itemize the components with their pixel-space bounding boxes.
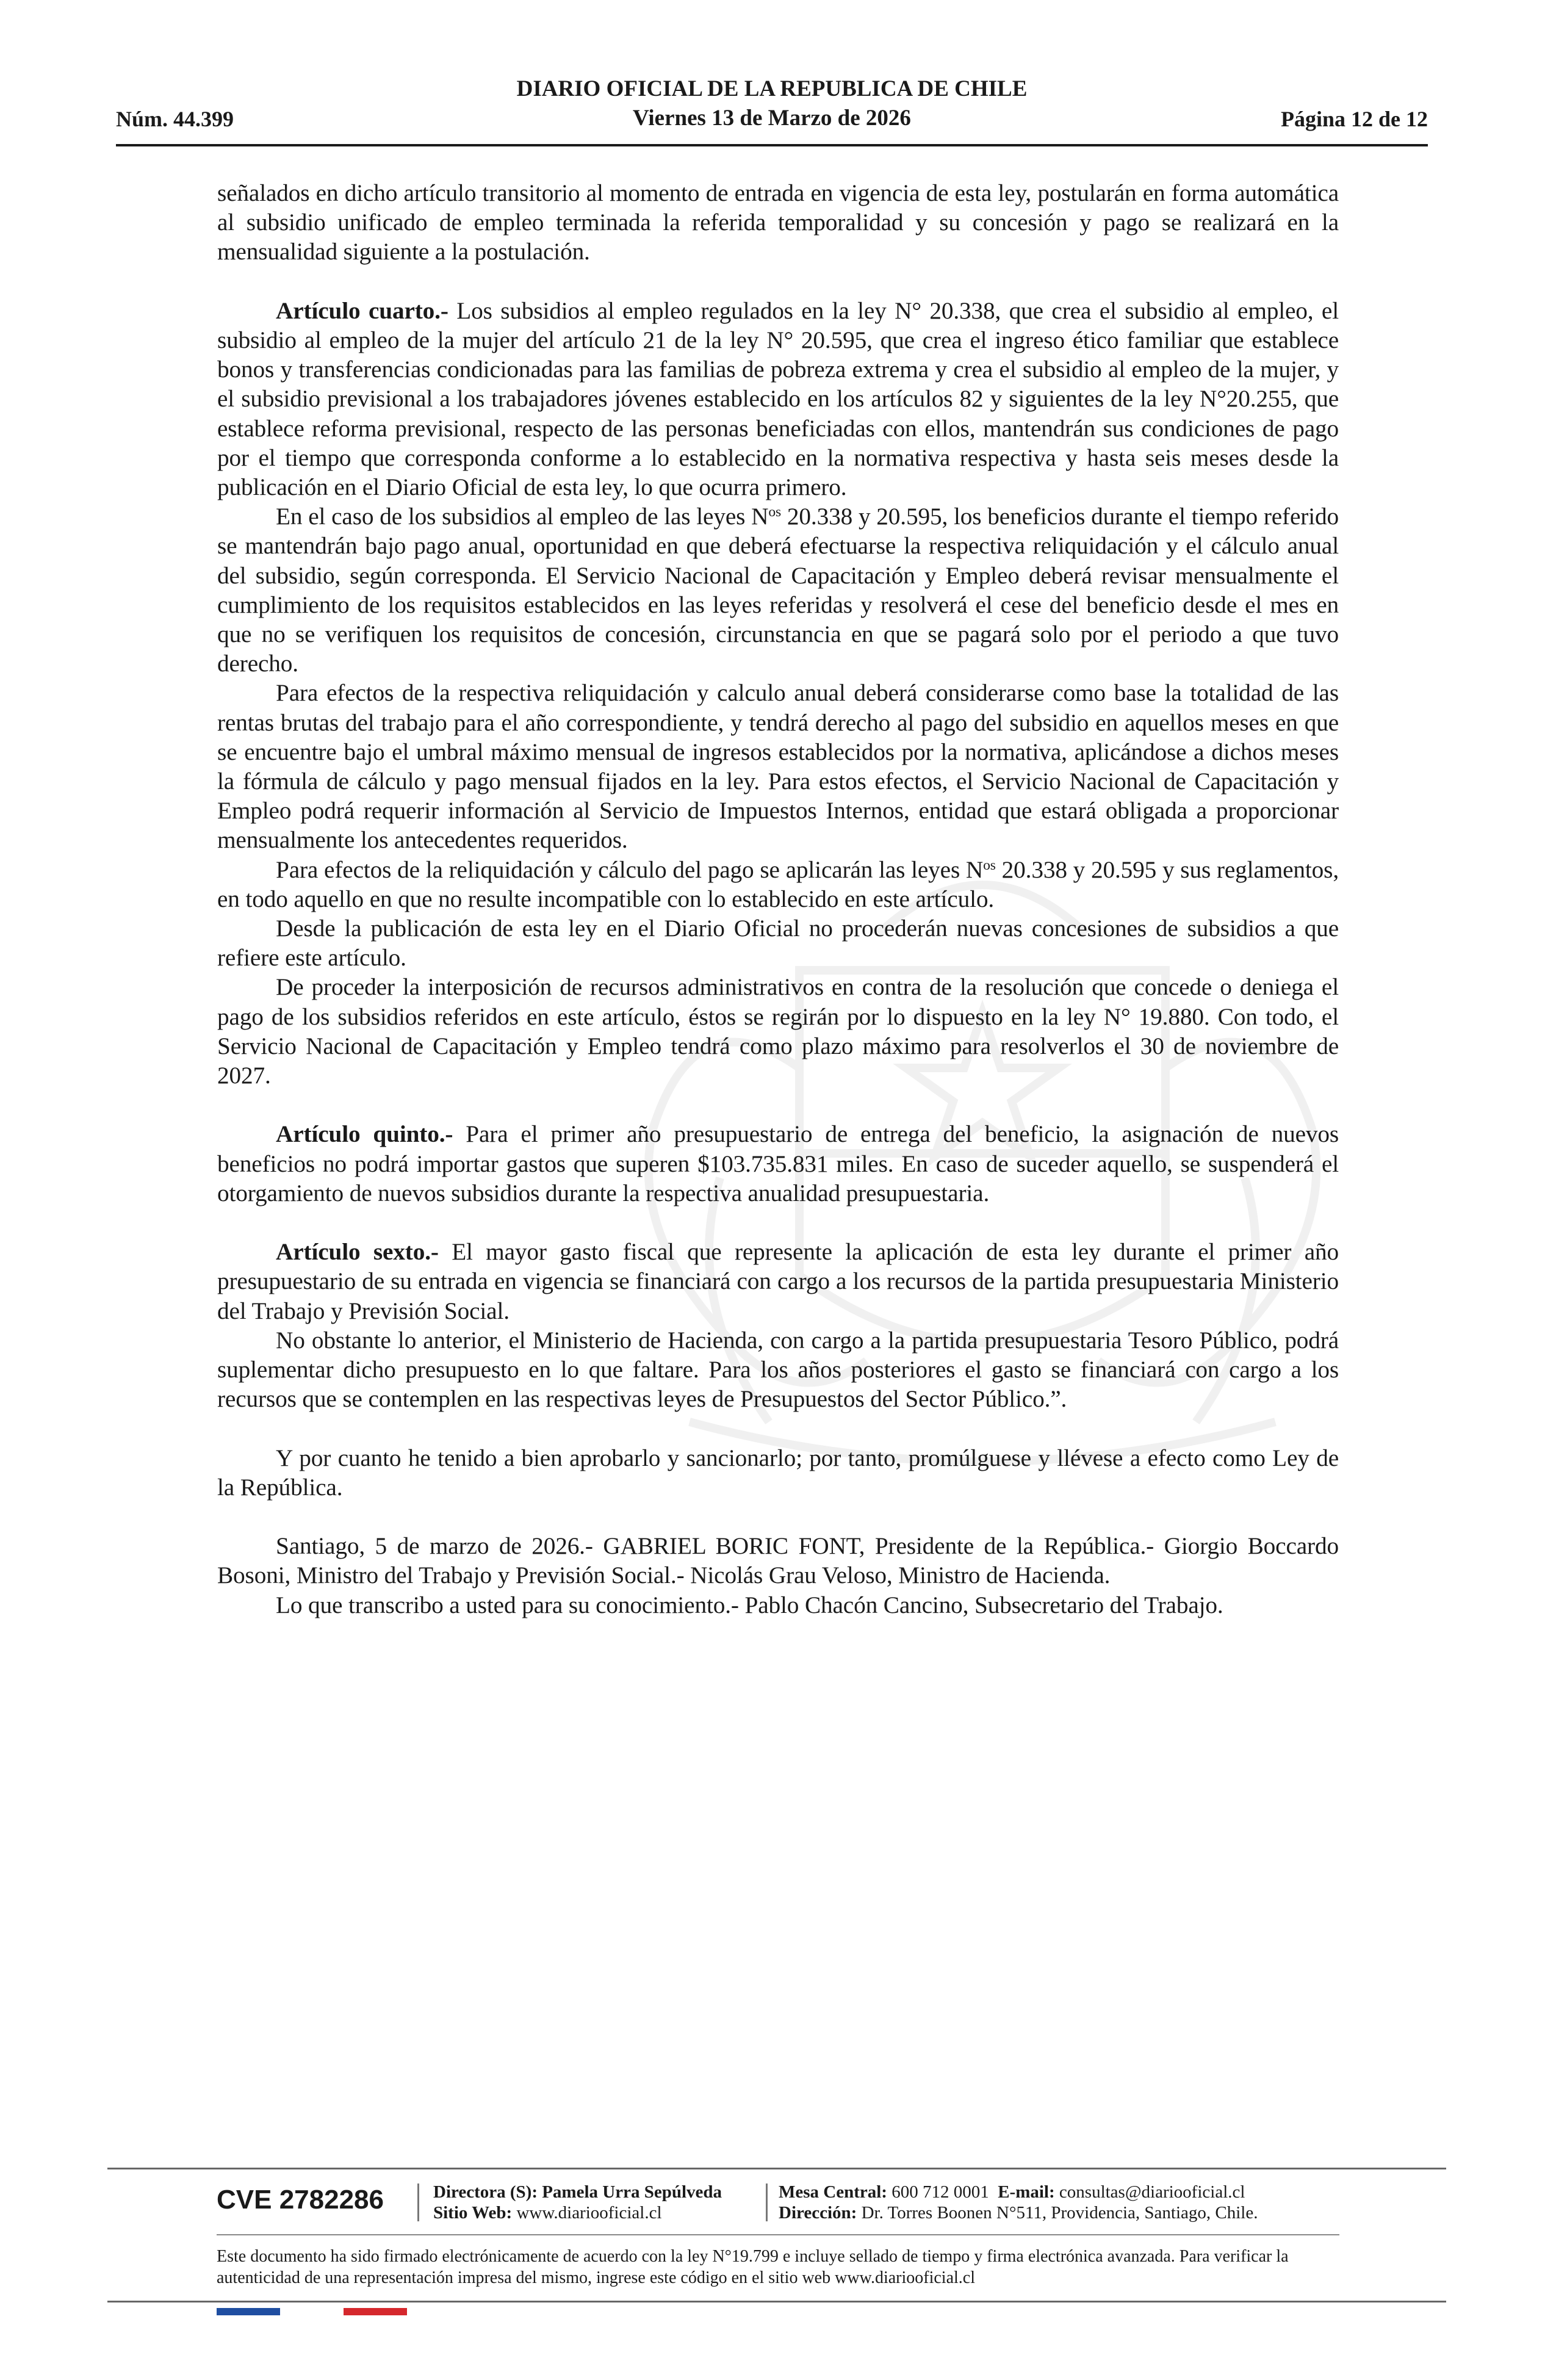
email-link[interactable]: consultas@diariooficial.cl xyxy=(1054,2182,1245,2202)
article-sexto xyxy=(217,1237,1339,1325)
issue-date: Viernes 13 de Marzo de 2026 xyxy=(633,106,911,131)
footer-divider-bottom xyxy=(107,2301,1446,2302)
email-label: E-mail: xyxy=(998,2182,1055,2202)
article-text: Los subsidios al empleo regulados en la ley N° 20.338, que crea el subsidio al empleo, el subsidio al empleo de la mujer del artículo 21 de la ley N° 20.595, que crea el ingreso ético familiar que establece bonos y transferencias condicionadas para las familias de pobreza extrema y crea el subsidio al empleo de la mujer, y el subsidio previsional a los trabajadores jóvenes establecido en los artículos 82 y siguientes de la ley N°20.255, que establece reforma previsional, respecto de las personas beneficiadas con ellos, mantendrán sus condiciones de pago por el tiempo que corresponda conforme a lo establecido en la normativa respectiva y hasta seis meses desde la publicación en el Diario Oficial de esta ley, lo que ocurra primero. xyxy=(217,297,1339,501)
article-heading: Artículo cuarto.- xyxy=(276,297,448,324)
mesa-value: 600 712 0001 xyxy=(887,2182,989,2202)
article-text: El mayor gasto fiscal que represente la aplicación de esta ley durante el primer año presupuestario de su entrada en vigencia se financiará con cargo a los recursos de la partida presupuestaria Ministerio del Trabajo y Previsión Social. xyxy=(217,1238,1339,1324)
article-cuarto xyxy=(217,296,1339,502)
page-number: Página 12 de 12 xyxy=(1280,107,1428,131)
footer-contact-right xyxy=(779,2182,1258,2223)
direccion-label: Dirección: xyxy=(779,2203,857,2223)
flag-red-segment xyxy=(344,2308,407,2315)
paragraph: Para efectos de la respectiva reliquidación y calculo anual deberá considerarse como base la totalidad de las rentas brutas del trabajo para el año correspondiente, y tendrá derecho al pago del subsidio en aquellos meses en que se encuentre bajo el umbral máximo mensual de ingresos establecidos por la normativa, aplicándose a dichos meses la fórmula de cálculo y pago mensual fijados en la ley. Para estos efectos, el Servicio Nacional de Capacitación y Empleo podrá requerir información al Servicio de Impuestos Internos, entidad que estará obligada a proporcionar mensualmente los antecedentes requeridos. xyxy=(217,679,1339,854)
paragraph: Desde la publicación de esta ley en el Diario Oficial no procederán nuevas concesiones de subsidios a que refiere este artículo. xyxy=(217,915,1339,972)
header-divider xyxy=(116,144,1428,146)
signatures-paragraph: Santiago, 5 de marzo de 2026.- GABRIEL BORIC FONT, Presidente de la República.- Giorgio Boccardo Bosoni, Ministro del Trabajo y Previsión Social.- Nicolás Grau Veloso, Ministro de Hacienda. xyxy=(217,1532,1339,1589)
article-heading: Artículo sexto.- xyxy=(276,1238,439,1266)
issue-number: Núm. 44.399 xyxy=(116,107,234,131)
header-title-block xyxy=(116,74,1428,133)
direccion-value: Dr. Torres Boonen N°511, Providencia, Santiago, Chile. xyxy=(857,2203,1258,2223)
footer-separator xyxy=(417,2183,419,2221)
footer-separator xyxy=(766,2183,768,2221)
superscript: os xyxy=(983,857,996,873)
paragraph: De proceder la interposición de recursos administrativos en contra de la resolución que concede o deniega el pago de los subsidios referidos en este artículo, éstos se regirán por lo dispuesto en la ley N° 19.880. Con todo, el Servicio Nacional de Capacitación y Empleo tendrá como plazo máximo para resolverlos el 30 de noviembre de 2027. xyxy=(217,973,1339,1089)
footer-divider-mid xyxy=(217,2234,1339,2235)
chile-flag-stripe xyxy=(217,2308,407,2315)
footer-contact-left xyxy=(433,2182,722,2223)
paragraph-text: Para efectos de la reliquidación y cálculo del pago se aplicarán las leyes N xyxy=(276,856,984,883)
newspaper-title: DIARIO OFICIAL DE LA REPUBLICA DE CHILE xyxy=(516,76,1028,101)
paragraph: señalados en dicho artículo transitorio al momento de entrada en vigencia de esta ley, postularán en forma automática al subsidio unificado de empleo terminada la referida temporalidad y su concesión y pago se realizará en la mensualidad siguiente a la postulación. xyxy=(217,179,1339,265)
sitio-link[interactable]: www.diariooficial.cl xyxy=(512,2203,662,2223)
flag-blue-segment xyxy=(217,2308,280,2315)
flag-white-segment xyxy=(280,2308,344,2315)
transcription-paragraph: Lo que transcribo a usted para su conocimiento.- Pablo Chacón Cancino, Subsecretario del Trabajo. xyxy=(276,1591,1223,1618)
article-quinto xyxy=(217,1119,1339,1208)
paragraph: No obstante lo anterior, el Ministerio de Hacienda, con cargo a la partida presupuestaria Tesoro Público, podrá suplementar dicho presupuesto en lo que faltare. Para los años posteriores el gasto se financiará con cargo a los recursos que se contemplen en las respectivas leyes de Presupuestos del Sector Público.”. xyxy=(217,1326,1339,1413)
sitio-label: Sitio Web: xyxy=(433,2203,513,2223)
article-text: Para el primer año presupuestario de entrega del beneficio, la asignación de nuevos beneficios no podrá importar gastos que superen $103.735.831 miles. En caso de suceder aquello, se suspenderá el otorgamiento de nuevos subsidios durante la respectiva anualidad presupuestaria. xyxy=(217,1120,1339,1206)
authenticity-note: Este documento ha sido firmado electrónicamente de acuerdo con la ley N°19.799 e incluye sellado de tiempo y firma electrónica avanzada. Para verificar la autenticidad de una representación impresa del mismo, ingrese este código en el sitio web www.diariooficial.cl xyxy=(217,2247,1289,2287)
cve-code: CVE 2782286 xyxy=(217,2185,384,2215)
footer-divider-top xyxy=(107,2168,1446,2169)
directora: Directora (S): Pamela Urra Sepúlveda xyxy=(433,2182,722,2202)
mesa-label: Mesa Central: xyxy=(779,2182,887,2202)
document-body xyxy=(217,178,1339,1620)
article-heading: Artículo quinto.- xyxy=(276,1120,453,1148)
paragraph-text: 20.338 y 20.595 y sus reglamentos, en todo aquello en que no resulte incompatible con lo establecido en este artículo. xyxy=(217,856,1339,912)
paragraph xyxy=(217,502,1339,678)
paragraph-text: En el caso de los subsidios al empleo de las leyes N xyxy=(276,503,769,530)
paragraph-text: 20.338 y 20.595, los beneficios durante el tiempo referido se mantendrán bajo pago anual, oportunidad en que deberá efectuarse la respectiva reliquidación y el cálculo anual del subsidio, según corresponda. El Servicio Nacional de Capacitación y Empleo deberá revisar mensualmente el cumplimiento de los requisitos establecidos en las leyes referidas y resolverá el cese del beneficio desde el mes en que no se verifiquen los requisitos de concesión, circunstancia en que se pagará solo por el periodo a que tuvo derecho. xyxy=(217,503,1339,677)
page-header xyxy=(116,74,1428,146)
superscript: os xyxy=(768,504,782,521)
promulgation-paragraph: Y por cuanto he tenido a bien aprobarlo y sancionarlo; por tanto, promúlguese y llévese a efecto como Ley de la República. xyxy=(217,1444,1339,1501)
paragraph xyxy=(217,855,1339,914)
